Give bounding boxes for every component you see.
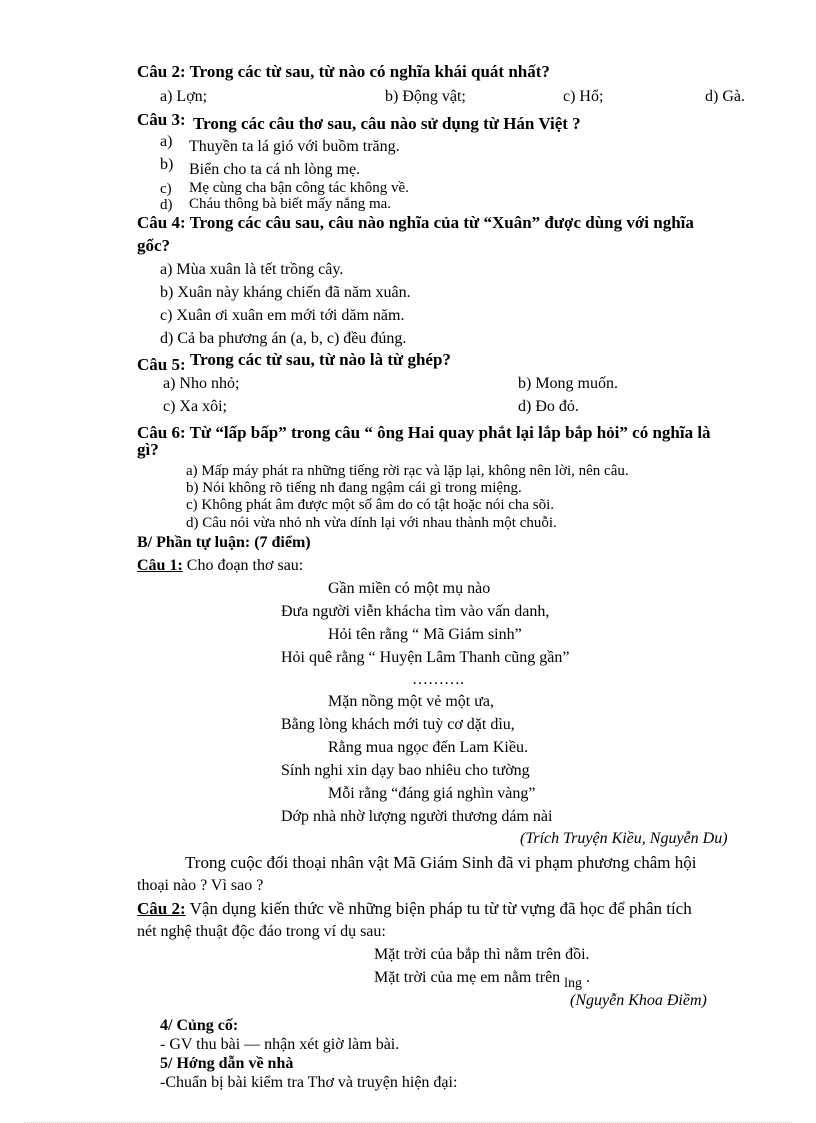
q4-option-a: a) Mùa xuân là tết trồng cây. bbox=[160, 261, 344, 278]
q3-option-b-letter: b) bbox=[160, 156, 174, 173]
q4-option-d: d) Cả ba phương án (a, b, c) đều đúng. bbox=[160, 330, 407, 347]
q3-option-b-text: Biển cho ta cá nh lòng mẹ. bbox=[189, 161, 361, 178]
poem-line-6: Bằng lòng khách mới tuỳ cơ dặt dìu, bbox=[281, 716, 515, 733]
q2-title: Câu 2: Trong các từ sau, từ nào có nghĩa khái quát nhất? bbox=[137, 62, 550, 81]
q3-option-d-text: Cháu thông bà biết mấy nắng ma. bbox=[189, 196, 392, 212]
essay1-line bbox=[137, 556, 303, 576]
q6-option-b: b) Nói không rõ tiếng nh đang ngậm cái gì trong miệng. bbox=[186, 480, 522, 496]
poem-line-2: Đưa người viễn khácha tìm vào vấn danh, bbox=[281, 603, 550, 620]
poem-source: (Trích Truyện Kiều, Nguyễn Du) bbox=[520, 830, 728, 847]
q4-option-c: c) Xuân ơi xuân em mới tới dăm năm. bbox=[160, 307, 405, 324]
q6-option-d: d) Câu nói vừa nhỏ nh vừa dính lại với nhau thành một chuỗi. bbox=[186, 515, 557, 531]
q2-option-b: b) Động vật; bbox=[385, 88, 466, 105]
essay2-verse2-end: . bbox=[582, 969, 591, 986]
q5-text: Trong các từ sau, từ nào là từ ghép? bbox=[190, 350, 451, 369]
essay2-verse2-word: lng bbox=[564, 976, 583, 991]
q6-option-a: a) Mấp máy phát ra những tiếng rời rạc và lặp lại, không nên lời, nên câu. bbox=[186, 463, 629, 479]
q2-option-a: a) Lợn; bbox=[160, 88, 208, 105]
q4-title-line1: Câu 4: Trong các câu sau, câu nào nghĩa của từ “Xuân” được dùng với nghĩa bbox=[137, 213, 694, 232]
essay2-verse2-start: Mặt trời của mẹ em nằm trên bbox=[374, 969, 565, 986]
poem-line-7: Rằng mua ngọc đến Lam Kiều. bbox=[328, 739, 528, 756]
part-b-heading: B/ Phần tự luận: (7 điểm) bbox=[137, 534, 311, 551]
essay1-question-line1: Trong cuộc đối thoại nhân vật Mã Giám Sinh đã vi phạm phương châm hội bbox=[185, 853, 697, 872]
essay1-question-line2: thoại nào ? Vì sao ? bbox=[137, 877, 264, 894]
section4-title: 4/ Củng cố: bbox=[160, 1017, 239, 1034]
q5-option-c: c) Xa xôi; bbox=[163, 398, 227, 415]
essay1-label: Câu 1: bbox=[137, 557, 183, 574]
section4-text: - GV thu bài — nhận xét giờ làm bài. bbox=[160, 1036, 400, 1053]
q6-title-line2: gì? bbox=[137, 440, 159, 459]
essay2-verse1: Mặt trời của bắp thì nằm trên đồi. bbox=[374, 946, 590, 963]
poem-line-3: Hỏi tên rằng “ Mã Giám sinh” bbox=[328, 626, 522, 643]
q6-option-c: c) Không phát âm được một số âm do có tật hoặc nói cha sõi. bbox=[186, 497, 555, 513]
essay2-line2: nét nghệ thuật độc đáo trong ví dụ sau: bbox=[137, 923, 386, 940]
q2-option-d: d) Gà. bbox=[705, 88, 745, 105]
essay1-text: Cho đoạn thơ sau: bbox=[182, 557, 304, 574]
q3-option-a-letter: a) bbox=[160, 133, 173, 150]
q4-option-b: b) Xuân này kháng chiến đã năm xuân. bbox=[160, 284, 411, 301]
poem-line-9: Mỗi rằng “đáng giá nghìn vàng” bbox=[328, 785, 536, 802]
poem-ellipsis: ………. bbox=[412, 671, 464, 688]
essay2-text1: Vận dụng kiến thức về những biện pháp tu từ từ vựng đã học để phân tích bbox=[185, 899, 692, 918]
q4-title-line2: gốc? bbox=[137, 236, 171, 255]
essay2-source: (Nguyễn Khoa Điềm) bbox=[570, 992, 707, 1009]
q3-option-c-text: Mẹ cùng cha bận công tác không về. bbox=[189, 180, 409, 196]
poem-line-5: Mặn nồng một vẻ một ưa, bbox=[328, 693, 494, 710]
poem-line-10: Dớp nhà nhờ lượng người thương dám nài bbox=[281, 808, 553, 825]
q6-title-line1: Câu 6: Từ “lấp bấp” trong câu “ ông Hai quay phắt lại lắp bắp hỏi” có nghĩa là bbox=[137, 423, 711, 442]
q3-option-d-letter: d) bbox=[160, 197, 173, 213]
poem-line-1: Gần miền có một mụ nào bbox=[328, 580, 491, 597]
q2-option-c: c) Hổ; bbox=[563, 88, 604, 105]
q3-option-a-text: Thuyền ta lá gió với buồm trăng. bbox=[189, 138, 400, 155]
q3-label: Câu 3: bbox=[137, 110, 186, 129]
section5-title: 5/ Hớng dẫn về nhà bbox=[160, 1055, 294, 1072]
q5-option-b: b) Mong muốn. bbox=[518, 375, 618, 392]
q5-label: Câu 5: bbox=[137, 355, 186, 374]
q5-option-a: a) Nho nhỏ; bbox=[163, 375, 240, 392]
poem-line-8: Sính nghi xin dạy bao nhiêu cho tường bbox=[281, 762, 530, 779]
q3-text: Trong các câu thơ sau, câu nào sử dụng từ Hán Việt ? bbox=[193, 114, 581, 133]
essay2-verse2 bbox=[374, 968, 590, 989]
q3-option-c-letter: c) bbox=[160, 181, 172, 197]
essay2-label: Câu 2: bbox=[137, 899, 186, 918]
essay2-line1 bbox=[137, 899, 692, 919]
section5-text: -Chuẩn bị bài kiểm tra Thơ và truyện hiện đại: bbox=[160, 1074, 458, 1091]
q5-option-d: d) Đo đỏ. bbox=[518, 398, 579, 415]
poem-line-4: Hỏi quê rằng “ Huyện Lâm Thanh cũng gần” bbox=[281, 649, 570, 666]
